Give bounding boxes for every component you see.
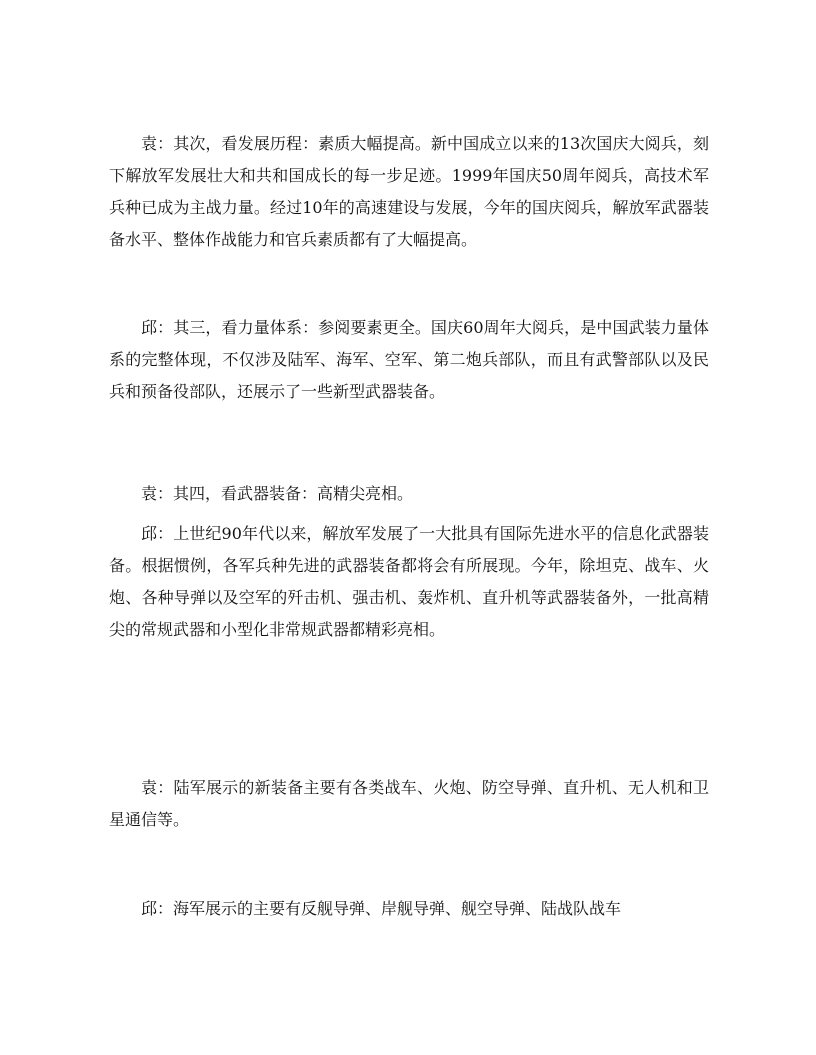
paragraph-1: 袁：其次，看发展历程：素质大幅提高。新中国成立以来的13次国庆大阅兵，刻下解放军发展壮大和共和国成长的每一步足迹。1999年国庆50周年阅兵，高技术军兵种已成为主战力量。经过10年的高速建设与发展，今年的国庆阅兵，解放军武器装备水平、整体作战能力和官兵素质都有了大幅提高。 [109, 134, 709, 249]
paragraph-5: 袁：陆军展示的新装备主要有各类战车、火炮、防空导弹、直升机、无人机和卫星通信等。 [109, 778, 709, 829]
paragraph-4: 邱：上世纪90年代以来，解放军发展了一大批具有国际先进水平的信息化武器装备。根据惯例，各军兵种先进的武器装备都将会有所展现。今年，除坦克、战车、火炮、各种导弹以及空军的歼击机、强击机、轰炸机、直升机等武器装备外，一批高精尖的常规武器和小型化非常规武器都精彩亮相。 [109, 524, 709, 639]
paragraph-2: 邱：其三，看力量体系：参阅要素更全。国庆60周年大阅兵，是中国武装力量体系的完整体现，不仅涉及陆军、海军、空军、第二炮兵部队，而且有武警部队以及民兵和预备役部队，还展示了一些新型武器装备。 [109, 318, 709, 401]
paragraph-6: 邱：海军展示的主要有反舰导弹、岸舰导弹、舰空导弹、陆战队战车 [141, 899, 622, 918]
paragraph-3: 袁：其四，看武器装备：高精尖亮相。 [141, 484, 414, 503]
